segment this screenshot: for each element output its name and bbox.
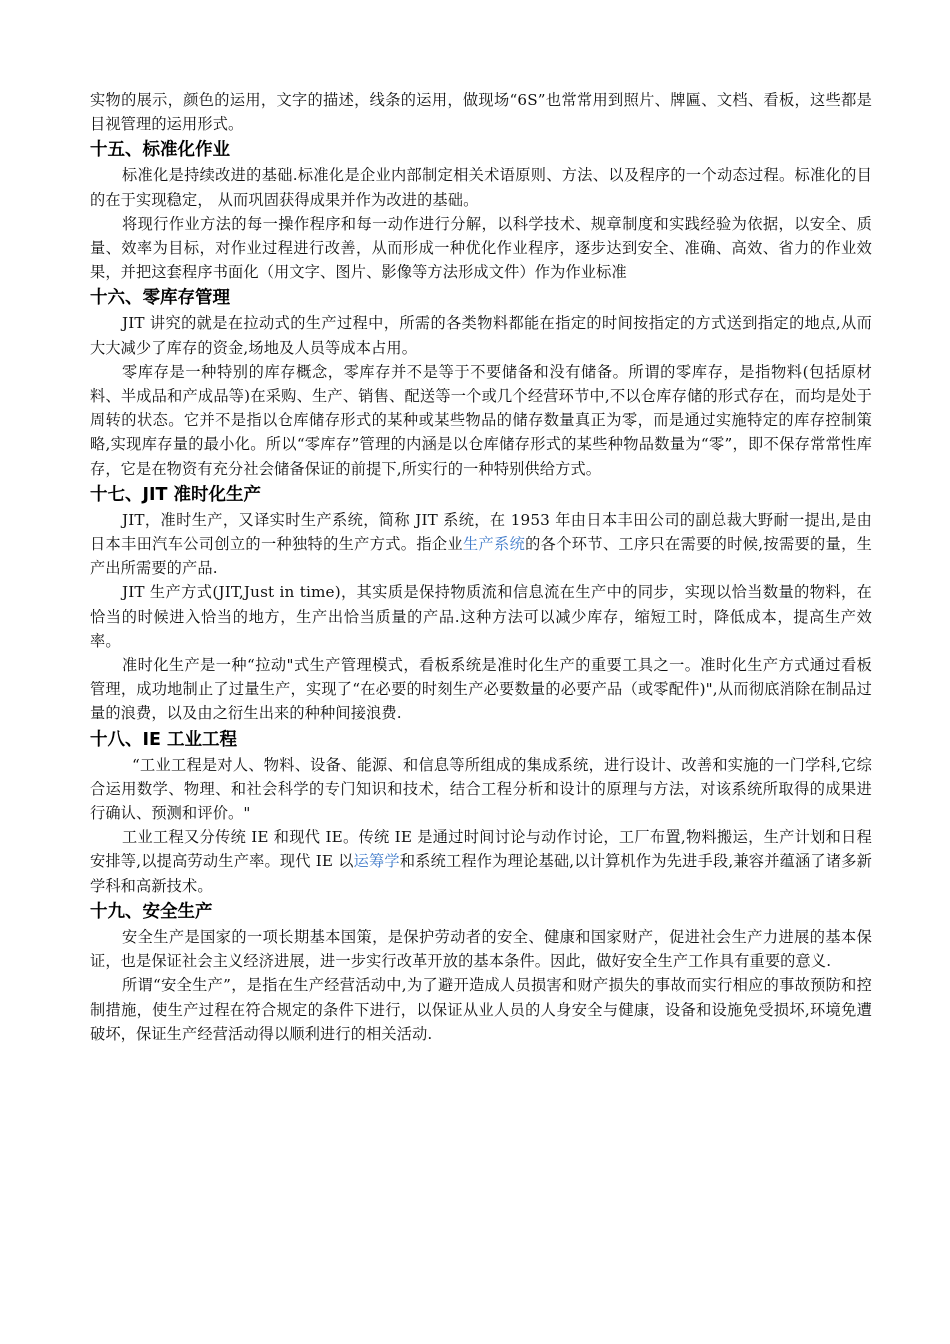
section-15-paragraph-1: 标准化是持续改进的基础.标准化是企业内部制定相关术语原则、方法、以及程序的一个动态过程。标准化的目的在于实现稳定， 从而巩固获得成果并作为改进的基础。 xyxy=(90,166,872,209)
section-15-paragraph-2: 将现行作业方法的每一操作程序和每一动作进行分解，以科学技术、规章制度和实践经验为依据，以安全、质量、效率为目标，对作业过程进行改善，从而形成一种优化作业程序，逐步达到安全、准确、高效、省力的作业效果，并把这套程序书面化（用文字、图片、影像等方法形成文件）作为作业标准 xyxy=(90,214,872,282)
section-17-paragraph-2: JIT 生产方式(JIT,Just in time)，其实质是保持物质流和信息流在生产中的同步，实现以恰当数量的物料，在恰当的时候进入恰当的地方，生产出恰当质量的产品.这种方法可以减少库存，缩短工时，降低成本，提高生产效率。 xyxy=(90,583,872,650)
section-19-paragraph-1: 安全生产是国家的一项长期基本国策，是保护劳动者的安全、健康和国家财产，促进社会生产力进展的基本保证，也是保证社会主义经济进展，进一步实行改革开放的基本条件。因此，做好安全生产工作具有重要的意义. xyxy=(90,927,872,971)
operations-research-link[interactable]: 运筹学 xyxy=(353,852,400,871)
section-16-paragraph-2: 零库存是一种特别的库存概念，零库存并不是等于不要储备和没有储备。所谓的零库存，是指物料(包括原材料、半成品和产成品等)在采购、生产、销售、配送等一个或几个经营环节中,不以仓库存储的形式存在，而均是处于周转的状态。它并不是指以仓库储存形式的某种或某些物品的储存数量真正为零，而是通过实施特定的库存控制策略,实现库存量的最小化。所以“零库存”管理的内涵是以仓库储存形式的某些种物品数量为“零”，即不保存常常性库存，它是在物资有充分社会储备保证的前提下,所实行的一种特别供给方式。 xyxy=(90,362,872,478)
section-19-paragraph-2: 所谓“安全生产”，是指在生产经营活动中,为了避开造成人员损害和财产损失的事故而实行相应的事故预防和控制措施，使生产过程在符合规定的条件下进行，以保证从业人员的人身安全与健康，设备和设施免受损坏,环境免遭破坏，保证生产经营活动得以顺利进行的相关活动. xyxy=(90,976,872,1043)
production-system-link[interactable]: 生产系统 xyxy=(462,535,526,554)
section-18-paragraph-1: “工业工程是对人、物料、设备、能源、和信息等所组成的集成系统，进行设计、改善和实施的一门学科,它综合运用数学、物理、和社会科学的专门知识和技术，结合工程分析和设计的原理与方法，对该系统所取得的成果进行确认、预测和评价。" xyxy=(90,755,872,823)
section-16-paragraph-1: JIT 讲究的就是在拉动式的生产过程中，所需的各类物料都能在指定的时间按指定的方式送到指定的地点,从而大大减少了库存的资金,场地及人员等成本占用。 xyxy=(90,314,872,357)
section-18-paragraph-2-text-b: 和系统工程作为理论基础,以计算机作为先进手段,兼容并蕴涵了诸多新学科和高新技术。 xyxy=(90,852,872,895)
section-18-paragraph-2 xyxy=(90,825,872,898)
section-17-paragraph-3: 准时化生产是一种“拉动"式生产管理模式，看板系统是准时化生产的重要工具之一。准时化生产方式通过看板管理，成功地制止了过量生产，实现了“在必要的时刻生产必要数量的必要产品（或零配件)",从而彻底消除在制品过量的浪费，以及由之衍生出来的种种间接浪费. xyxy=(90,656,872,723)
section-17-paragraph-1-text-a: JIT，准时生产，又译实时生产系统，简称 JIT 系统，在 1953 年由日本丰田公司的副总裁大野耐一提出,是由日本丰田汽车公司创立的一种独特的生产方式。指企业 xyxy=(90,510,872,554)
section-17-heading: 十七、JIT 准时化生产 xyxy=(90,484,262,505)
section-15-heading: 十五、标准化作业 xyxy=(90,140,230,161)
document-page xyxy=(90,88,872,1046)
section-18-paragraph-2-text-a: 工业工程又分传统 IE 和现代 IE。传统 IE 是通过时间讨论与动作讨论，工厂布置,物料搬运，生产计划和日程安排等,以提高劳动生产率。现代 IE 以 xyxy=(90,828,872,871)
section-18-heading: 十八、IE 工业工程 xyxy=(90,729,238,750)
section-17-paragraph-1-text-b: 的各个环节、工序只在需要的时候,按需要的量，生产出所需要的产品. xyxy=(90,535,872,578)
section-16-heading: 十六、零库存管理 xyxy=(90,288,230,309)
intro-paragraph: 实物的展示，颜色的运用，文字的描述，线条的运用，做现场“6S”也常常用到照片、牌匾、文档、看板，这些都是目视管理的运用形式。 xyxy=(90,91,872,134)
section-17-paragraph-1 xyxy=(90,508,872,581)
section-19-heading: 十九、安全生产 xyxy=(90,901,213,922)
